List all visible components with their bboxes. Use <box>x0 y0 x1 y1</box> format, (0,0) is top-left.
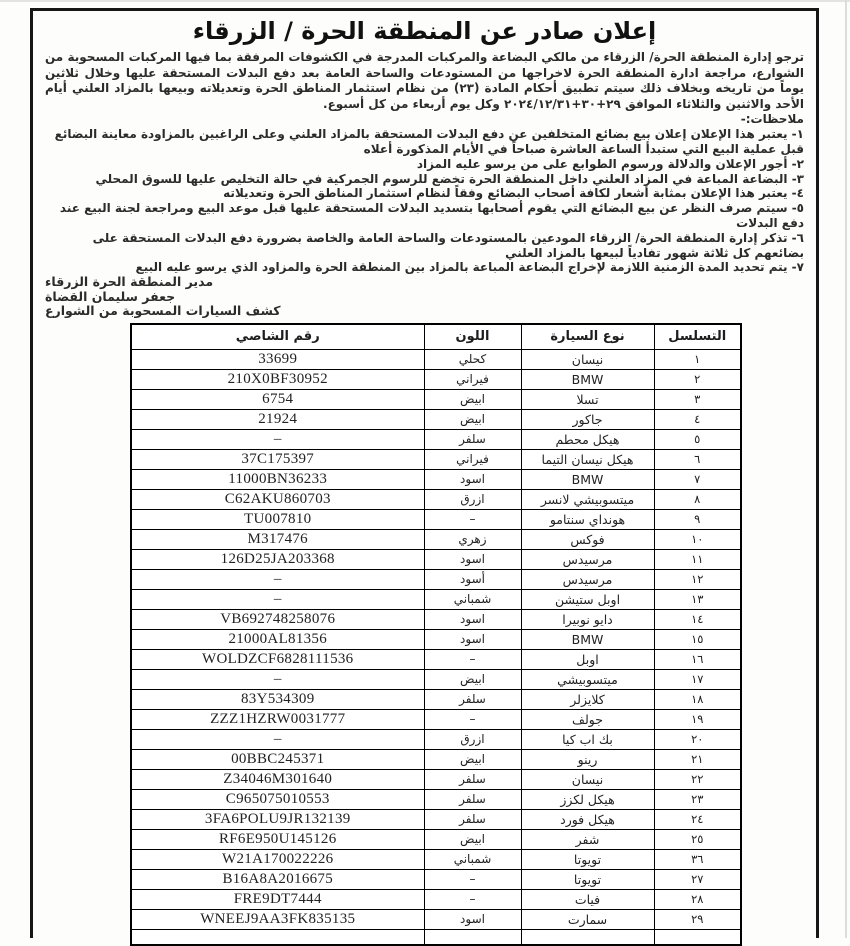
cell-type: هيكل محطم <box>521 429 654 449</box>
table-row <box>131 789 741 809</box>
cell-serial: ١٥ <box>654 629 741 649</box>
table-row <box>131 729 741 749</box>
cell-type: ميتسوبيشي <box>521 669 654 689</box>
cell-type: هيكل لكزز <box>521 789 654 809</box>
cell-chassis: 3FA6POLU9JR132139 <box>131 809 424 829</box>
cell-color: شمباني <box>424 849 521 869</box>
table-row <box>131 469 741 489</box>
cell-chassis: 210X0BF30952 <box>131 369 424 389</box>
cell-color: أسود <box>424 569 521 589</box>
cell-color: اسود <box>424 909 521 929</box>
cell-serial: ٩ <box>654 509 741 529</box>
cell-chassis: WNEEJ9AA3FK835135 <box>131 909 424 929</box>
cell-chassis: M317476 <box>131 529 424 549</box>
cell-chassis: FRE9DT7444 <box>131 889 424 909</box>
cell-type: هونداي سنتامو <box>521 509 654 529</box>
table-row <box>131 569 741 589</box>
cell-type: نيسان <box>521 349 654 369</box>
table-row <box>131 669 741 689</box>
cell-color: ابيض <box>424 389 521 409</box>
cell-serial: ١٠ <box>654 529 741 549</box>
cell-type: سمارت <box>521 909 654 929</box>
table-row <box>131 849 741 869</box>
table-row <box>131 549 741 569</box>
cell-color: فيراني <box>424 369 521 389</box>
cell-serial: ٢٠ <box>654 729 741 749</box>
cell-chassis: – <box>131 729 424 749</box>
cell-empty <box>521 929 654 945</box>
cell-color: ابيض <box>424 409 521 429</box>
cell-serial: ١٣ <box>654 589 741 609</box>
vehicles-table-body <box>131 349 741 945</box>
table-row <box>131 389 741 409</box>
table-row <box>131 689 741 709</box>
cell-chassis: – <box>131 569 424 589</box>
note-item-2: ٢- أجور الإعلان والدلالة ورسوم الطوابع على من يرسو عليه المزاد <box>416 156 804 171</box>
col-header-chassis: رقم الشاصي <box>131 324 424 350</box>
cell-color: – <box>424 649 521 669</box>
cell-chassis: – <box>131 669 424 689</box>
col-header-color: اللون <box>424 324 521 350</box>
table-row <box>131 369 741 389</box>
cell-serial: ١٧ <box>654 669 741 689</box>
table-row <box>131 809 741 829</box>
cell-color: اسود <box>424 609 521 629</box>
cell-serial: ٢٤ <box>654 809 741 829</box>
cell-type: فوكس <box>521 529 654 549</box>
table-row <box>131 869 741 889</box>
cell-serial: ١٤ <box>654 609 741 629</box>
cell-serial: ٢٥ <box>654 829 741 849</box>
cell-serial: ١٦ <box>654 649 741 669</box>
cell-chassis: 37C175397 <box>131 449 424 469</box>
notes-label: ملاحظات:- <box>740 112 804 127</box>
cell-type: هيكل فورد <box>521 809 654 829</box>
cell-serial: ٨ <box>654 489 741 509</box>
table-row-partial <box>131 929 741 945</box>
cell-serial: ٢١ <box>654 749 741 769</box>
cell-serial: ١١ <box>654 549 741 569</box>
table-row <box>131 769 741 789</box>
cell-color: سلفر <box>424 809 521 829</box>
table-row <box>131 409 741 429</box>
cell-color: ازرق <box>424 729 521 749</box>
table-row <box>131 749 741 769</box>
cell-type: تويوتا <box>521 869 654 889</box>
cell-type: فيات <box>521 889 654 909</box>
cell-serial: ٢٩ <box>654 909 741 929</box>
cell-chassis: 21924 <box>131 409 424 429</box>
cell-serial: ١ <box>654 349 741 369</box>
cell-type: ميتسوبيشي لانسر <box>521 489 654 509</box>
table-row <box>131 349 741 369</box>
cell-color: – <box>424 509 521 529</box>
cell-color: ابيض <box>424 669 521 689</box>
cell-serial: ٧ <box>654 469 741 489</box>
table-row <box>131 509 741 529</box>
cell-type: مرسيدس <box>521 569 654 589</box>
cell-chassis: W21A170022226 <box>131 849 424 869</box>
table-row <box>131 589 741 609</box>
cell-chassis: ZZZ1HZRW0031777 <box>131 709 424 729</box>
cell-chassis: – <box>131 589 424 609</box>
cell-serial: ٣ <box>654 389 741 409</box>
cell-chassis: VB692748258076 <box>131 609 424 629</box>
cell-type: مرسيدس <box>521 549 654 569</box>
cell-chassis: B16A8A2016675 <box>131 869 424 889</box>
cell-type: هيكل نيسان التيما <box>521 449 654 469</box>
cell-color: سلفر <box>424 429 521 449</box>
cell-color: اسود <box>424 629 521 649</box>
cell-serial: ٢٧ <box>654 869 741 889</box>
vehicles-table <box>130 323 742 946</box>
note-item-7: ٧- يتم تحديد المدة الزمنية اللازمة لإخراج البضاعة المباعة بالمزاد بين المنطقة الحرة والمزاود الذي يرسو عليه البيع <box>135 260 804 275</box>
cell-empty <box>654 929 741 945</box>
table-header-row <box>131 324 741 350</box>
cell-color: اسود <box>424 549 521 569</box>
cell-type: اوبل <box>521 649 654 669</box>
cell-type: تويوتا <box>521 849 654 869</box>
table-caption: كشف السيارات المسحوبة من الشوارع <box>45 303 281 319</box>
signature-name: جعفر سليمان القضاة <box>45 288 176 304</box>
signature-role: مدير المنطقة الحرة الزرقاء <box>45 274 214 290</box>
cell-type: كلايزلر <box>521 689 654 709</box>
table-row <box>131 889 741 909</box>
cell-chassis: 11000BN36233 <box>131 469 424 489</box>
cell-type: BMW <box>521 369 654 389</box>
cell-type: شفر <box>521 829 654 849</box>
cell-type: BMW <box>521 469 654 489</box>
cell-chassis: 33699 <box>131 349 424 369</box>
table-row <box>131 429 741 449</box>
cell-serial: ٥ <box>654 429 741 449</box>
cell-color: اسود <box>424 469 521 489</box>
cell-serial: ٢٢ <box>654 769 741 789</box>
cell-color: – <box>424 869 521 889</box>
cell-color: – <box>424 889 521 909</box>
cell-chassis: – <box>131 429 424 449</box>
cell-type: نيسان <box>521 769 654 789</box>
table-row <box>131 709 741 729</box>
cell-chassis: Z34046M301640 <box>131 769 424 789</box>
cell-serial: ٣٦ <box>654 849 741 869</box>
cell-type: جاكور <box>521 409 654 429</box>
table-row <box>131 449 741 469</box>
cell-chassis: 21000AL81356 <box>131 629 424 649</box>
table-row <box>131 609 741 629</box>
col-header-type: نوع السيارة <box>521 324 654 350</box>
cell-color: ازرق <box>424 489 521 509</box>
cell-chassis: TU007810 <box>131 509 424 529</box>
note-item-4: ٤- يعتبر هذا الإعلان بمثابة أشعار لكافة أصحاب البضائع وفقاً لنظام استثمار المناطق الحرة وتعديلاته <box>223 186 804 201</box>
cell-chassis: WOLDZCF6828111536 <box>131 649 424 669</box>
cell-type: رينو <box>521 749 654 769</box>
note-item-6: ٦- تذكر إدارة المنطقة الحرة/ الزرقاء المودعين بالمستودعات والساحة العامة والخاصة بضرورة دفع البدلات المستحقة على بضائعهم كل ثلاثة شهور تفادياً لبيعها بالمزاد العلني <box>92 230 804 260</box>
table-row <box>131 909 741 929</box>
cell-chassis: 6754 <box>131 389 424 409</box>
table-row <box>131 649 741 669</box>
cell-chassis: 83Y534309 <box>131 689 424 709</box>
cell-type: دايو نوبيرا <box>521 609 654 629</box>
cell-color: ابيض <box>424 829 521 849</box>
cell-chassis: C62AKU860703 <box>131 489 424 509</box>
cell-type: بك اب كيا <box>521 729 654 749</box>
cell-serial: ١٢ <box>654 569 741 589</box>
cell-serial: ٢٣ <box>654 789 741 809</box>
cell-serial: ٦ <box>654 449 741 469</box>
cell-color: كحلي <box>424 349 521 369</box>
cell-color: – <box>424 709 521 729</box>
cell-color: زهري <box>424 529 521 549</box>
cell-type: تسلا <box>521 389 654 409</box>
cell-chassis: C965075010553 <box>131 789 424 809</box>
cell-chassis: RF6E950U145126 <box>131 829 424 849</box>
cell-color: سلفر <box>424 689 521 709</box>
cell-serial: ٢ <box>654 369 741 389</box>
cell-type: جولف <box>521 709 654 729</box>
announcement-page <box>30 8 819 938</box>
cell-empty <box>424 929 521 945</box>
cell-color: شمباني <box>424 589 521 609</box>
cell-color: سلفر <box>424 789 521 809</box>
intro-paragraph: ترجو إدارة المنطقة الحرة/ الزرقاء من مالكي البضاعة والمركبات المدرجة في الكشوفات المرفقة بما فيها المركبات المسحوبة من الشوارع، مراجعة ادارة المنطقة الحرة لاخراجها من المستودعات والساحة العامة بعد دفع البدلات المستحقة عليها وخلال ثلاثين يوماً من تاريخه وبخلاف ذلك سيتم تطبيق أحكام المادة (٢٣) من نظام استثمار المناطق الحرة وتعديلاته وبيعها بالمزاد العلني أيام الأحد والاثنين والثلاثاء الموافق ٢٩+٣٠+٢٠٢٤/١٢/٣١ وكل يوم أربعاء من كل أسبوع. <box>45 50 805 111</box>
cell-color: سلفر <box>424 769 521 789</box>
cell-type: BMW <box>521 629 654 649</box>
note-item-3: ٣- البضاعة المباعة في المزاد العلني داخل المنطقة الحرة تخضع للرسوم الجمركية في حالة التخليص عليها للسوق المحلي <box>95 171 804 186</box>
page-title: إعلان صادر عن المنطقة الحرة / الزرقاء <box>192 17 657 45</box>
cell-color: ابيض <box>424 749 521 769</box>
cell-serial: ١٨ <box>654 689 741 709</box>
table-row <box>131 489 741 509</box>
table-row <box>131 629 741 649</box>
cell-chassis: 126D25JA203368 <box>131 549 424 569</box>
note-item-1: ١- يعتبر هذا الإعلان إعلان بيع بضائع المتخلفين عن دفع البدلات المستحقة بالمزاد العلني وعلى الراغبين بالمزاودة معاينة البضائع قبل عملية البيع التي ستبدأ الساعة العاشرة صباحاً في الأيام المذكورة أعلاه <box>54 127 804 156</box>
note-item-5: ٥- سيتم صرف النظر عن بيع البضائع التي يقوم أصحابها بتسديد البدلات المستحقة عليها قبل موعد البيع ومراجعة لجنة البيع عند دفع البدلات <box>59 201 804 230</box>
cell-serial: ٢٨ <box>654 889 741 909</box>
table-row <box>131 529 741 549</box>
cell-serial: ٤ <box>654 409 741 429</box>
cell-serial: ١٩ <box>654 709 741 729</box>
cell-color: فيراني <box>424 449 521 469</box>
cell-chassis: 00BBC245371 <box>131 749 424 769</box>
table-row <box>131 829 741 849</box>
col-header-serial: التسلسل <box>654 324 741 350</box>
cell-empty <box>131 929 424 945</box>
cell-type: اوبل ستيشن <box>521 589 654 609</box>
